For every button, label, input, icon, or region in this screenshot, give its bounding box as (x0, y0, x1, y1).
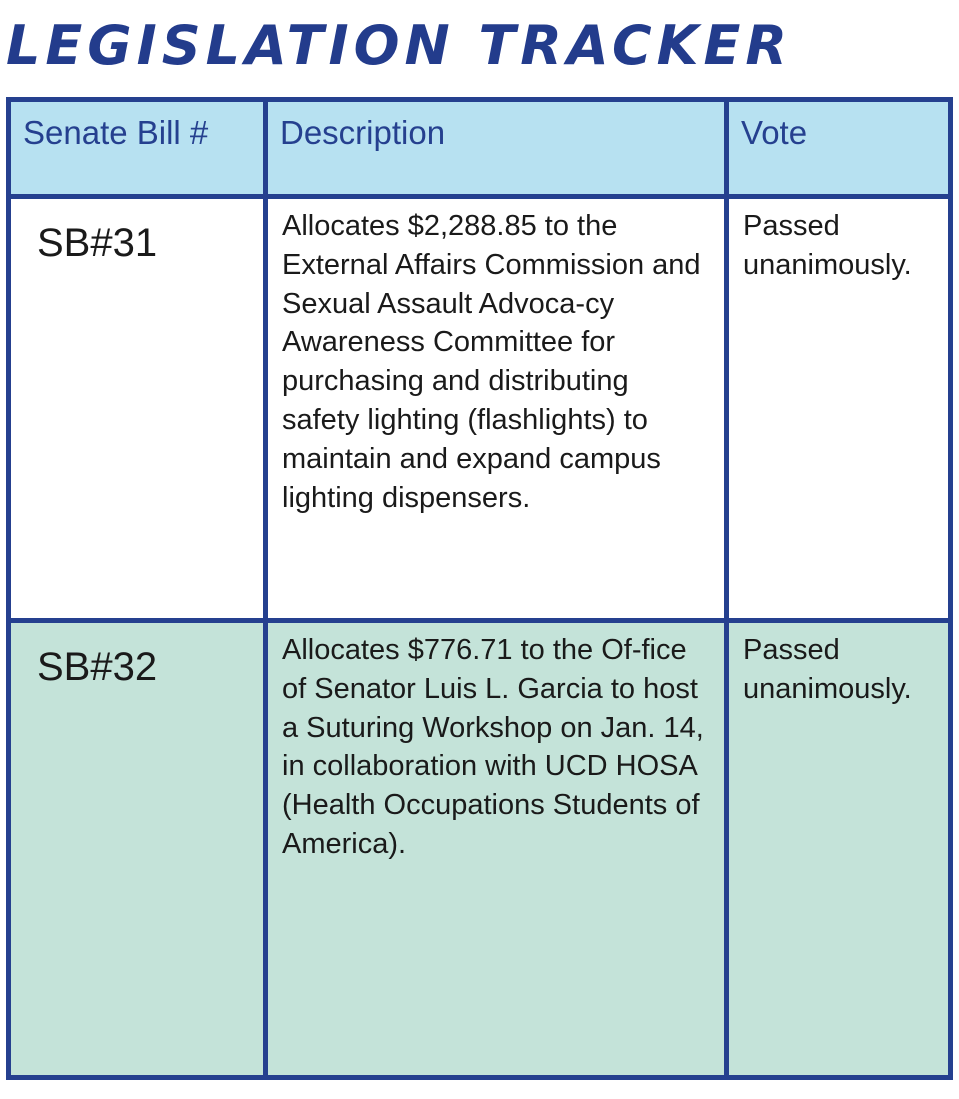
header-senate-bill-label: Senate Bill # (23, 114, 209, 151)
header-vote-label: Vote (741, 114, 808, 151)
column-divider (724, 102, 729, 1075)
bill-description: Allocates $2,288.85 to the External Affairs Commission and Sexual Assault Advoca-cy Awareness Committee for purchasing and distributing safety lighting (flashlights) to maintain and expand campus lighting dispensers. (282, 210, 701, 514)
table-row-1-bill (11, 199, 263, 618)
table-row-2-bill (11, 623, 263, 1075)
vote-result: Passed unanimously. (743, 210, 912, 281)
header-cell-senate-bill (11, 102, 263, 194)
table-row-2-vote (729, 623, 948, 1075)
table-row-2-description (268, 623, 724, 1075)
row-divider (11, 618, 948, 623)
header-description-label: Description (280, 114, 446, 151)
bill-description: Allocates $776.71 to the Of-fice of Senator Luis L. Garcia to host a Suturing Workshop on Jan. 14, in collaboration with UCD HOSA (Health Occupations Students of America). (282, 634, 704, 860)
row-divider (11, 194, 948, 199)
column-divider (263, 102, 268, 1075)
table-row-1-description (268, 199, 724, 618)
legislation-table (6, 97, 953, 1080)
vote-result: Passed unanimously. (743, 634, 912, 705)
page-title: LEGISLATION TRACKER (6, 14, 792, 77)
bill-number: SB#31 (37, 221, 158, 265)
bill-number: SB#32 (37, 645, 158, 689)
header-cell-vote (729, 102, 948, 194)
header-cell-description (268, 102, 724, 194)
table-row-1-vote (729, 199, 948, 618)
